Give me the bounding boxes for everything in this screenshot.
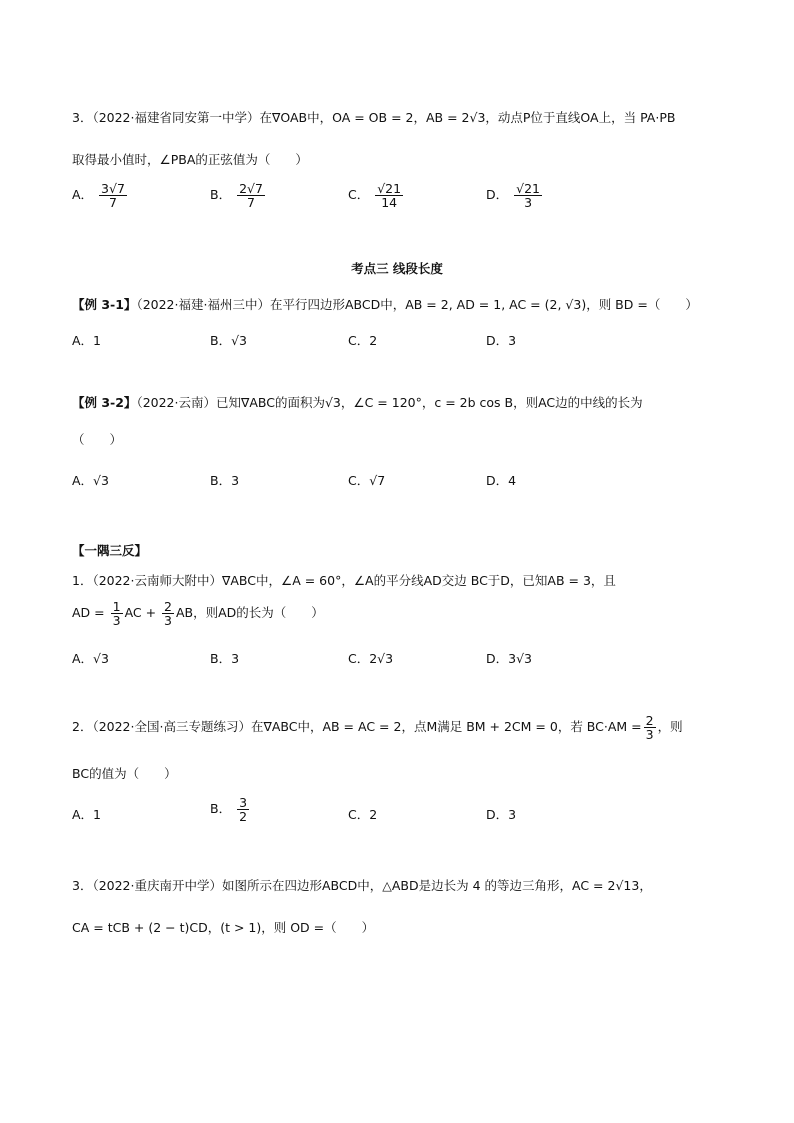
p1-option-a[interactable]: A．√3 <box>72 651 109 666</box>
ex32-option-d[interactable]: D．4 <box>486 473 517 488</box>
ex31-option-c[interactable]: C．2 <box>348 333 378 348</box>
q3-option-c[interactable] <box>348 182 405 209</box>
section-title: 考点三 线段长度 <box>351 261 443 276</box>
p1-line2: AD = $\frac{1}{3}$ AC + $\frac{2}{3}$ AB，则AD的长为（ ） <box>72 599 324 629</box>
ex32-option-c[interactable]: C．√7 <box>348 473 386 488</box>
fraction: $\frac{2√7}{7}$ <box>239 181 263 211</box>
example-tag: 【例 3-2】 <box>72 395 137 410</box>
p1-option-b[interactable]: B．3 <box>210 651 240 666</box>
p2-line1: 2．（2022·全国·高三专题练习）在∇ABC中，AB = AC = 2，点M满足 BM + 2CM = 0，若 BC·AM = $\frac{2}{3}$ ，则 <box>72 713 683 743</box>
ex32-option-a[interactable]: A．√3 <box>72 473 109 488</box>
ex31-option-d[interactable]: D．3 <box>486 333 517 348</box>
option-label: A． <box>72 187 94 203</box>
practice-heading: 【一隅三反】 <box>72 543 148 558</box>
ex31-option-a[interactable]: A．1 <box>72 333 102 348</box>
ex31-option-b[interactable]: B．√3 <box>210 333 247 348</box>
p2-option-a[interactable]: A．1 <box>72 807 102 822</box>
p3-line2: CA = tCB + (2 − t)CD，(t > 1)，则 OD =（ ） <box>72 920 375 935</box>
p2-option-d[interactable]: D．3 <box>486 807 517 822</box>
example-3-1 <box>72 295 698 313</box>
fraction: $\frac{1}{3}$ <box>112 599 121 629</box>
fraction: $\frac{2}{3}$ <box>645 713 654 743</box>
option-label: D． <box>486 187 509 203</box>
p3-line1: 3．（2022·重庆南开中学）如图所示在四边形ABCD中，△ABD是边长为 4 的等边三角形，AC = 2√13， <box>72 878 652 893</box>
example-text: （2022·云南）已知∇ABC的面积为√3，∠C = 120°，c = 2b cos B，则AC边的中线的长为 <box>136 395 643 410</box>
example-3-2 <box>72 393 643 411</box>
option-label: C． <box>348 187 370 203</box>
fraction: $\frac{3√7}{7}$ <box>101 181 125 211</box>
example-3-2-line2: （ ） <box>72 432 123 447</box>
p1-option-c[interactable]: C．2√3 <box>348 651 394 666</box>
option-label: B． <box>210 801 232 817</box>
example-text: （2022·福建·福州三中）在平行四边形ABCD中，AB = 2, AD = 1, AC = (2, √3)，则 BD =（ ） <box>136 297 698 312</box>
q3-option-a[interactable] <box>72 182 129 209</box>
p2-option-b[interactable] <box>210 796 251 823</box>
p2-line2: BC的值为（ ） <box>72 766 177 781</box>
q3-top-line2: 取得最小值时，∠PBA的正弦值为（ ） <box>72 152 308 167</box>
ex32-option-b[interactable]: B．3 <box>210 473 240 488</box>
fraction: $\frac{2}{3}$ <box>164 599 172 629</box>
p1-option-d[interactable]: D．3√3 <box>486 651 532 666</box>
fraction: $\frac{√21}{3}$ <box>516 181 540 211</box>
p2-option-c[interactable]: C．2 <box>348 807 378 822</box>
q3-option-b[interactable] <box>210 182 267 209</box>
fraction: $\frac{3}{2}$ <box>239 795 248 825</box>
q3-top-line1: 3．（2022·福建省同安第一中学）在∇OAB中，OA = OB = 2，AB = 2√3，动点P位于直线OA上，当 PA·PB <box>72 110 676 125</box>
p1-line1: 1．（2022·云南师大附中）∇ABC中，∠A = 60°，∠A的平分线AD交边 BC于D，已知AB = 3，且 <box>72 573 616 588</box>
q3-option-d[interactable] <box>486 182 544 209</box>
example-tag: 【例 3-1】 <box>72 297 137 312</box>
option-label: B． <box>210 187 232 203</box>
fraction: $\frac{√21}{14}$ <box>377 181 402 211</box>
